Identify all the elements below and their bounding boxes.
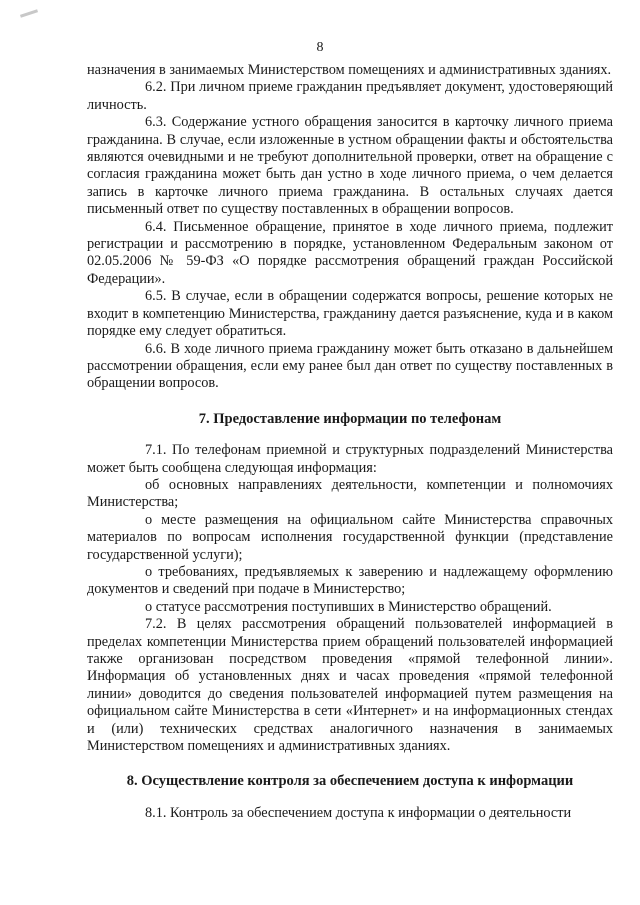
paragraph-6-6: 6.6. В ходе личного приема гражданину может быть отказано в дальнейшем рассмотрении обращения, если ему ранее был дан ответ по существу поставленных в обращении вопросов. (87, 340, 613, 392)
paragraph-7-1: 7.1. По телефонам приемной и структурных подразделений Министерства может быть сообщена следующая информация: (87, 442, 613, 476)
paragraph-6-2: 6.2. При личном приеме гражданин предъявляет документ, удостоверяющий личность. (87, 79, 613, 113)
paragraph-6-5: 6.5. В случае, если в обращении содержатся вопросы, решение которых не входит в компетенцию Министерства, гражданину дается разъяснение, куда и в каком порядке ему следует обратиться. (87, 288, 613, 340)
section-7-heading: 7. Предоставление информации по телефонам (198, 410, 502, 427)
scan-artifact (20, 9, 38, 17)
list-item-status: о статусе рассмотрения поступивших в Министерство обращений. (145, 598, 552, 615)
paragraph-8-1: 8.1. Контроль за обеспечением доступа к информации о деятельности (145, 804, 572, 821)
paragraph-6-3: 6.3. Содержание устного обращения заносится в карточку личного приема гражданина. В случае, если изложенные в устном обращении факты и обстоятельства являются очевидными и не требуют дополнительной проверки, ответ на обращение с согласия гражданина может быть дан устно в ходе личного приема, о чем делается запись в карточке личного приема гражданина. В остальных случаях дается письменный ответ по существу поставленных в обращении вопросов. (87, 114, 613, 218)
paragraph-continuation: назначения в занимаемых Министерством помещениях и административных зданиях. (87, 62, 612, 78)
page-number: 8 (316, 40, 324, 55)
list-item-directions: об основных направлениях деятельности, компетенции и полномочиях Министерства; (87, 476, 613, 511)
document-body (87, 62, 613, 822)
paragraph-6-4: 6.4. Письменное обращение, принятое в ходе личного приема, подлежит регистрации и рассмотрению в порядке, установленном Федеральным законом от 02.05.2006 № 59-ФЗ «О порядке рассмотрения обращений граждан Российской Федерации». (87, 218, 613, 287)
list-item-site-location: о месте размещения на официальном сайте Министерства справочных материалов по вопросам исполнения государственной функции (представление государственной услуги); (87, 511, 613, 563)
section-8-heading: 8. Осуществление контроля за обеспечением доступа к информации (126, 773, 574, 790)
list-item-requirements: о требованиях, предъявляемых к заверению и надлежащему оформлению документов и сведений при подаче в Министерство; (87, 563, 613, 598)
paragraph-7-2: 7.2. В целях рассмотрения обращений пользователей информацией в пределах компетенции Министерства прием обращений пользователей информацией также организован посредством проведения «прямой телефонной линии». Информация об установленных днях и часах проведения «прямой телефонной линии» доводится до сведения пользователей информацией путем размещения на официальном сайте Министерства в сети «Интернет» и на информационных стендах и (или) технических средствах аналогичного назначения в занимаемых Министерством помещениях и административных зданиях. (87, 616, 613, 755)
